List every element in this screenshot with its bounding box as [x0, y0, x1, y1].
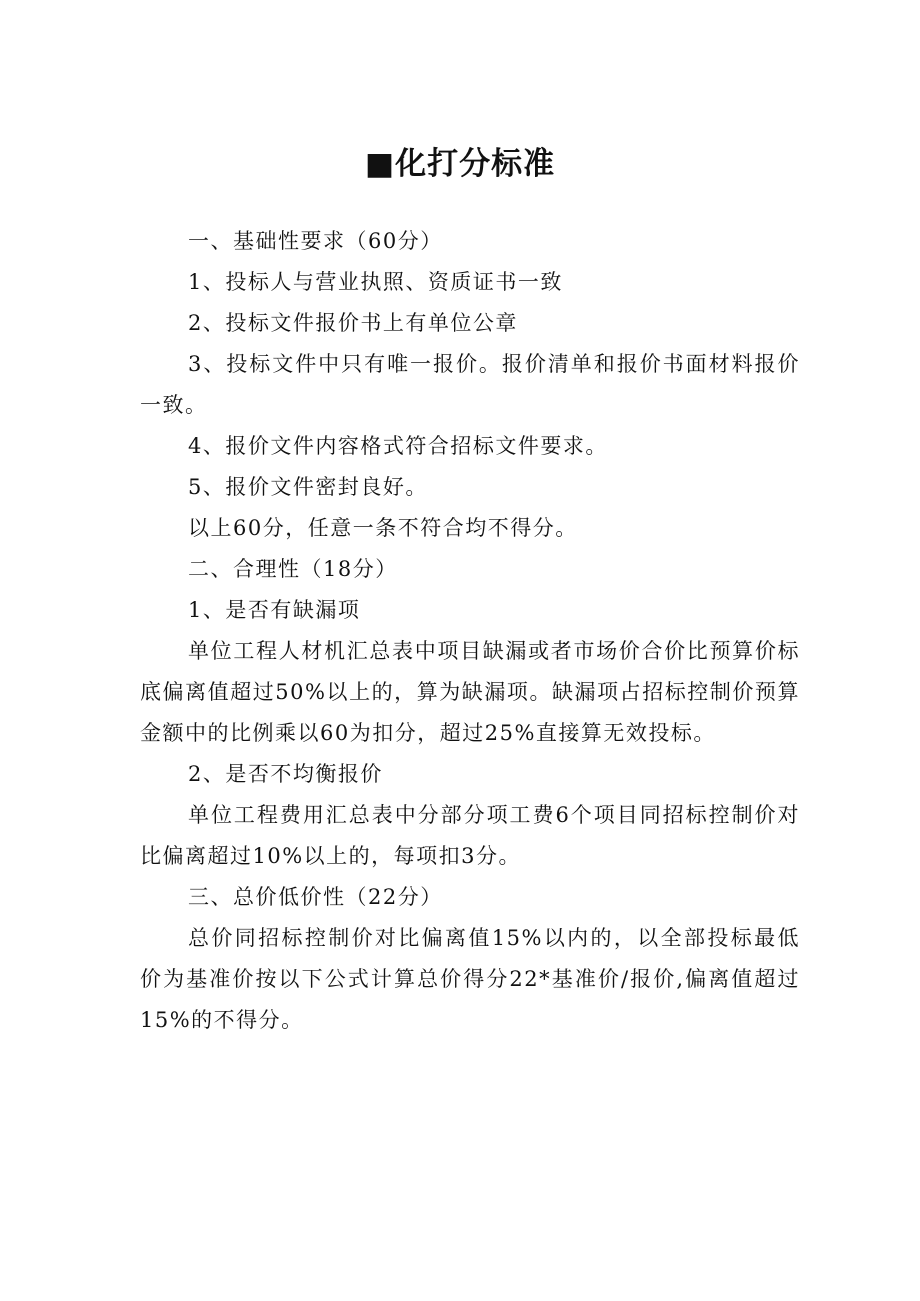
reasonableness-item-2-heading: 2、是否不均衡报价 [188, 762, 383, 786]
section-heading-basic: 一、基础性要求（60分） [188, 229, 443, 253]
document-body [140, 221, 800, 1041]
reasonableness-item-1-text: 单位工程人材机汇总表中项目缺漏或者市场价合价比预算价标底偏离值超过50%以上的，算为缺漏项。缺漏项占招标控制价预算金额中的比例乘以60为扣分，超过25%直接算无效投标。 [140, 639, 800, 745]
reasonableness-item-2-text: 单位工程费用汇总表中分部分项工费6个项目同招标控制价对比偏离超过10%以上的，每项扣3分。 [140, 803, 800, 868]
section-heading-low-price: 三、总价低价性（22分） [188, 885, 443, 909]
basic-item-2: 2、投标文件报价书上有单位公章 [188, 311, 518, 335]
basic-item-3: 3、投标文件中只有唯一报价。报价清单和报价书面材料报价一致。 [140, 352, 800, 417]
basic-summary: 以上60分，任意一条不符合均不得分。 [188, 516, 578, 540]
reasonableness-item-1-heading: 1、是否有缺漏项 [188, 598, 361, 622]
basic-item-5: 5、报价文件密封良好。 [188, 475, 428, 499]
basic-item-4: 4、报价文件内容格式符合招标文件要求。 [188, 434, 608, 458]
section-heading-reasonableness: 二、合理性（18分） [188, 557, 398, 581]
document-title: ■化打分标准 [364, 146, 556, 182]
basic-item-1: 1、投标人与营业执照、资质证书一致 [188, 270, 563, 294]
low-price-text: 总价同招标控制价对比偏离值15%以内的，以全部投标最低价为基准价按以下公式计算总价得分22*基准价/报价,偏离值超过15%的不得分。 [140, 926, 800, 1032]
